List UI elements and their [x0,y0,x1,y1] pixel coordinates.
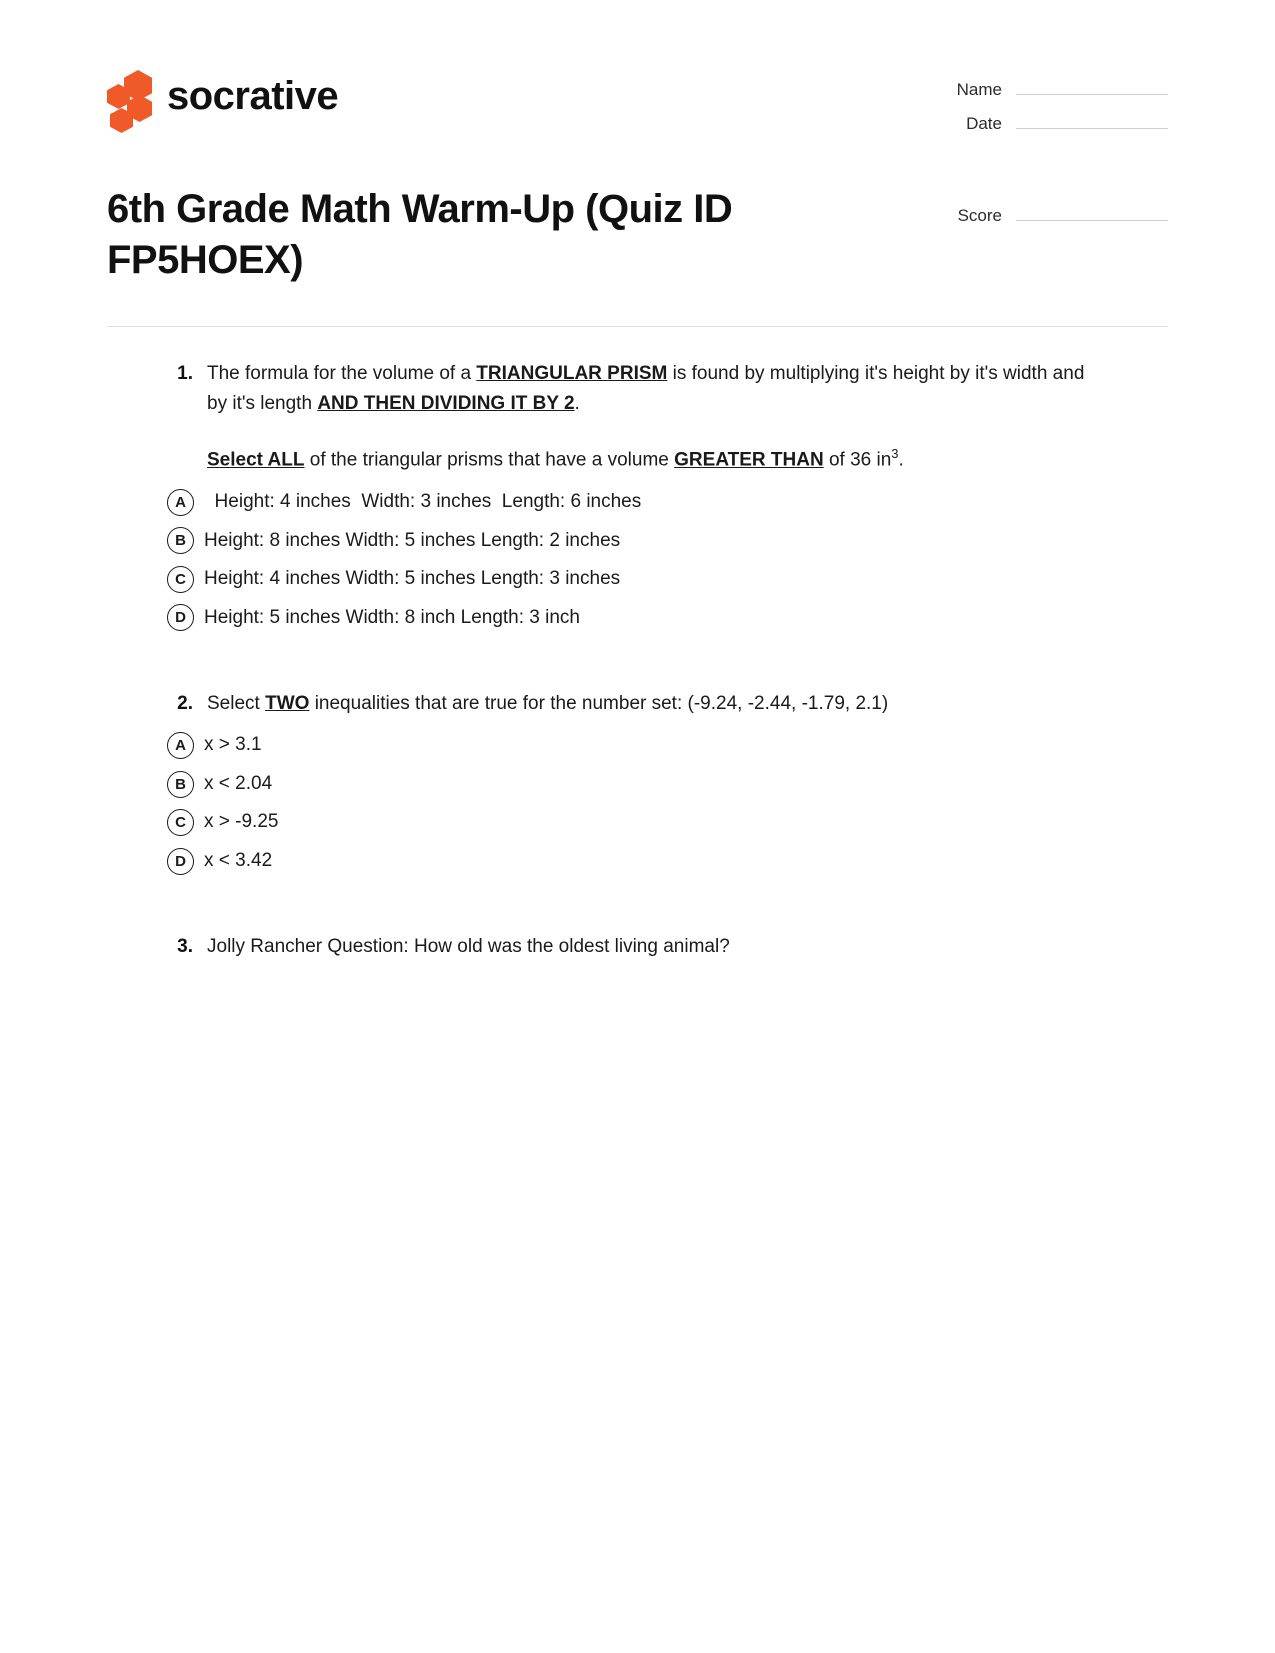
q1-text-part2: is found by multiplying it's height by it's width and by it's length [207,363,1085,414]
q1-sub-text2: of 36 in [823,449,892,471]
option-c-text: Height: 4 inches Width: 5 inches Length: 3 inches [204,568,621,590]
name-row [933,76,1168,100]
question-1 [107,359,1168,637]
brand-logo [107,58,338,122]
option-a-text: Height: 4 inches Width: 3 inches Length: 6 inches [204,491,642,513]
option-bubble-c[interactable]: C [167,809,194,836]
question-2-options [107,726,1168,880]
question-1-option-b[interactable] [107,522,1168,561]
q1-sub-text1: of the triangular prisms that have a volume [304,449,675,471]
socrative-hexagons-icon [107,70,153,122]
question-2-option-b[interactable] [107,765,1168,804]
q1-text-part3: . [574,392,580,414]
option-bubble-b[interactable]: B [167,527,194,554]
question-spacer-2 [107,890,1168,932]
question-2 [107,689,1168,880]
question-2-option-d[interactable] [107,842,1168,881]
option-b-text: x < 2.04 [204,772,273,794]
question-3-text: Jolly Rancher Question: How old was the oldest living animal? [207,936,730,958]
q2-text-part2: inequalities that are true for the number set: (-9.24, -2.44, -1.79, 2.1) [309,693,889,715]
student-info-block [933,58,1168,236]
q1-sub-emphasis-1: Select ALL [207,449,305,471]
question-1-text [207,359,1087,418]
q1-text-part1: The formula for the volume of a [207,363,477,385]
question-2-head [107,689,1168,718]
question-1-option-a[interactable] [107,483,1168,522]
question-1-option-c[interactable] [107,560,1168,599]
option-bubble-d[interactable]: D [167,848,194,875]
score-label: Score [957,206,1002,225]
name-label: Name [956,80,1002,99]
option-b-text: Height: 8 inches Width: 5 inches Length: 2 inches [204,529,621,551]
date-input[interactable] [1016,110,1168,129]
option-d-text: x < 3.42 [204,849,273,871]
questions-list [107,359,1168,962]
option-bubble-c[interactable]: C [167,566,194,593]
score-row [933,202,1168,226]
option-a-text: x > 3.1 [204,734,262,756]
q2-emphasis-1: TWO [265,693,310,715]
question-3-head [107,932,1168,961]
option-bubble-a[interactable]: A [167,732,194,759]
option-c-text: x > -9.25 [204,811,279,833]
question-1-number: 1. [177,363,193,385]
q2-text-part1: Select [207,693,266,715]
question-3 [107,932,1168,961]
question-2-number: 2. [177,693,193,715]
q1-emphasis-2: AND THEN DIVIDING IT BY 2 [317,392,575,414]
date-row [933,110,1168,134]
header-divider [107,326,1168,327]
question-3-number: 3. [177,936,193,958]
page-title: 6th Grade Math Warm-Up (Quiz ID FP5HOEX) [107,187,733,283]
q1-sub-superscript: 3 [891,446,899,462]
question-2-text [207,689,888,718]
question-1-options [107,483,1168,637]
question-spacer-1 [107,647,1168,689]
option-bubble-d[interactable]: D [167,604,194,631]
question-1-option-d[interactable] [107,599,1168,638]
option-bubble-b[interactable]: B [167,771,194,798]
question-1-head [107,359,1168,418]
date-label: Date [966,114,1002,133]
score-input[interactable] [1016,202,1168,221]
q1-sub-emphasis-2: GREATER THAN [674,449,824,471]
q1-sub-text3: . [898,449,904,471]
q1-emphasis-1: TRIANGULAR PRISM [476,363,668,385]
option-d-text: Height: 5 inches Width: 8 inch Length: 3 inch [204,606,581,628]
question-2-option-c[interactable] [107,803,1168,842]
name-input[interactable] [1016,76,1168,95]
option-bubble-a[interactable]: A [167,489,194,516]
question-2-option-a[interactable] [107,726,1168,765]
brand-name: socrative [167,74,339,118]
question-1-subprompt [107,444,1168,475]
